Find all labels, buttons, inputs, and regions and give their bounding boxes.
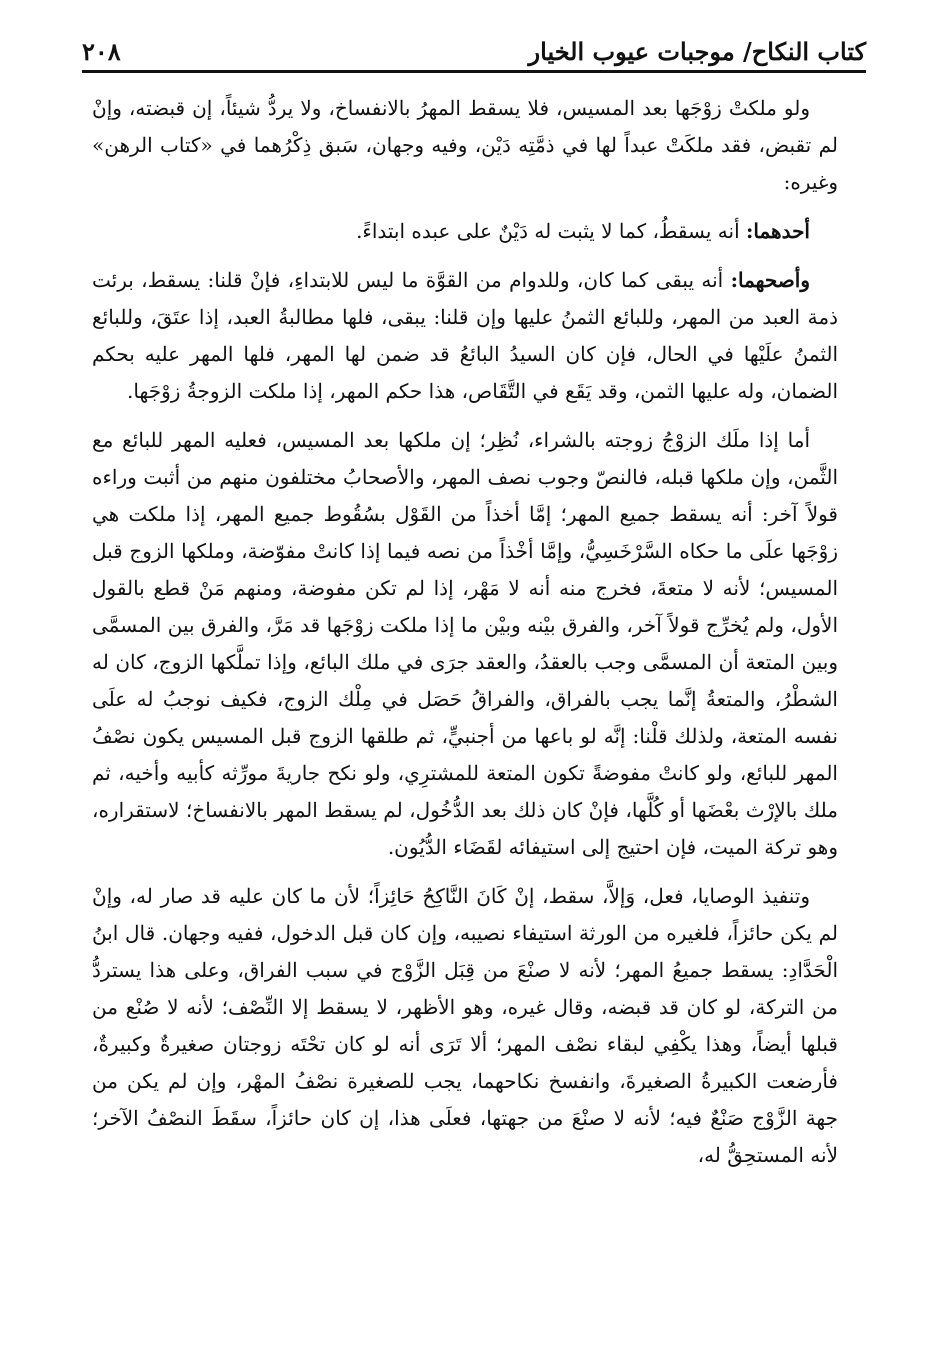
paragraph-text: أنه يبقى كما كان، وللدوام من القوَّة ما ليس للابتداءِ، فإنْ قلنا: يسقط، برئت ذمة العبد من المهر، وللبائع الثمنُ عليها وإن قلنا: يبقى، فلها مطالبةُ العبد، إذا عتَقَ، وللبائع الثمنُ علَيْها في الحال، فإن كان السيدُ البائعُ قد ضمن لها المهر، فلها المهر عليه بحكم الضمان، وله عليها الثمن، وقد يَقَع في التَّقَاص، هذا حكم المهر، إذا ملكت الزوجةُ زوْجَها. — [92, 268, 838, 403]
main-text — [92, 90, 838, 1186]
paragraph-1 — [92, 90, 838, 201]
paragraph-text: أما إذا ملَك الزوْجُ زوجته بالشراء، نُظِر؛ إن ملكها بعد المسيس، فعليه المهر للبائع مع الثَّمن، وإن ملكها قبله، فالنصّ وجوب نصف المهر، والأصحابُ مختلفون منهم من أثبت وراءه قولاً آخر: أنه يسقط جميع المهر؛ إمَّا أخذاً من القَوْل بسُقُوط جميع المهر، إذا ملكت هي زوْجَها علَى ما حكاه السَّرْخَسِيُّ، وإمَّا أخْذاً من نصه فيما إذا كانتْ مفوّضة، وملكها الزوج قبل المسيس؛ لأنه لا متعةَ، فخرج منه أنه لا مَهْر، إذا لم تكن مفوضة، ومنهم مَنْ قطع بالقول الأول، ولم يُخرِّج قولاً آخر، والفرق بيْنه وبيْن ما إذا ملكت زوْجَها قد مَرَّ، والفرق بين المسمَّى وبين المتعة أن المسمَّى وجب بالعقدُ، والعقد جرَى في ملك البائع، وإذا تملَّكها الزوج، كان له الشطْرُ، والمتعةُ إنَّما يجب بالفراق، والفراقُ حَصَل في مِلْك الزوج، فكيف نوجبُ له علَى نفسه المتعة، ولذلك قلْنا: إنَّه لو باعها من أجنبيٍّ، ثم طلقها الزوج قبل المسيس يكون نصْفُ المهر للبائع، ولو كانتْ مفوضةً تكون المتعة للمشترِي، ولو نكح جاريةَ مورِّثه كأبيه وأخيه، ثم ملك بالإرْث بعْضَها أو كُلَّها، فإنْ كان ذلك بعد الدُّخُول، لم يسقط المهر بالانفساخ؛ لاستقراره، وهو تركة الميت، فإن احتيج إلى استيفائه لقَضَاء الدُّيُون. — [92, 428, 838, 859]
page-header — [82, 30, 866, 66]
running-title: كتاب النكاح/ موجبات عيوب الخيار — [528, 37, 866, 66]
paragraph-text: ولو ملكتْ زوْجَها بعد المسيس، فلا يسقط المهرُ بالانفساخ، ولا يردُّ شيئاً، إن قبضته، وإنْ لم تقبض، فقد ملكَتْ عبداً لها في ذمَّتِه دَيْن، وفيه وجهان، سَبق ذِكْرُهما في «كتاب الرهن» وغيره: — [92, 96, 838, 194]
paragraph-lead: أحدهما: — [745, 219, 810, 243]
paragraph-3 — [92, 262, 838, 410]
header-divider — [82, 70, 866, 73]
paragraph-text: أنه يسقطُ، كما لا يثبت له دَيْنٌ على عبده ابتداءً. — [356, 219, 740, 243]
paragraph-2 — [92, 213, 838, 250]
paragraph-4 — [92, 422, 838, 866]
page-number: ٢٠٨ — [82, 37, 121, 66]
paragraph-lead: وأصحهما: — [730, 268, 810, 292]
paragraph-5 — [92, 878, 838, 1174]
paragraph-text: وتنفيذ الوصايا، فعل، وَإلاَّ، سقط، إنْ كَانَ النَّاكِحُ حَائِزاً؛ لأن ما كان عليه قد صار له، وإنْ لم يكن حائزاً، فلغيره من الورثة استيفاء نصيبه، وإن كان قبل الدخول، ففيه وجهان. قال ابنُ الْحَدَّادِ: يسقط جميعُ المهر؛ لأنه لا صنْعَ من قِبَل الزَّوْج في سبب الفراق، وعلى هذا يستردُّ من التركة، لو كان قد قبضه، وقال غيره، وهو الأظهر، لا يسقط إلا النِّصْف؛ لأنه لا صُنْع من قبلها أيضاً، وهذا يكْفِي لبقاء نصْف المهر؛ ألا تَرَى أنه لو كان تحْتَه زوجتان صغيرةٌ وكبيرةٌ، فأرضعت الكبيرةُ الصغيرةَ، وانفسخ نكاحهما، يجب للصغيرة نصْفُ المهْر، وإن لم يكن من جهة الزَّوْج صَنْعٌ فيه؛ لأنه لا صنْعَ من جهتها، فعلَى هذا، إن كان حائزاً، سقَطَ النصْفُ الآخر؛ لأنه المستحِقُّ له، — [92, 884, 838, 1167]
